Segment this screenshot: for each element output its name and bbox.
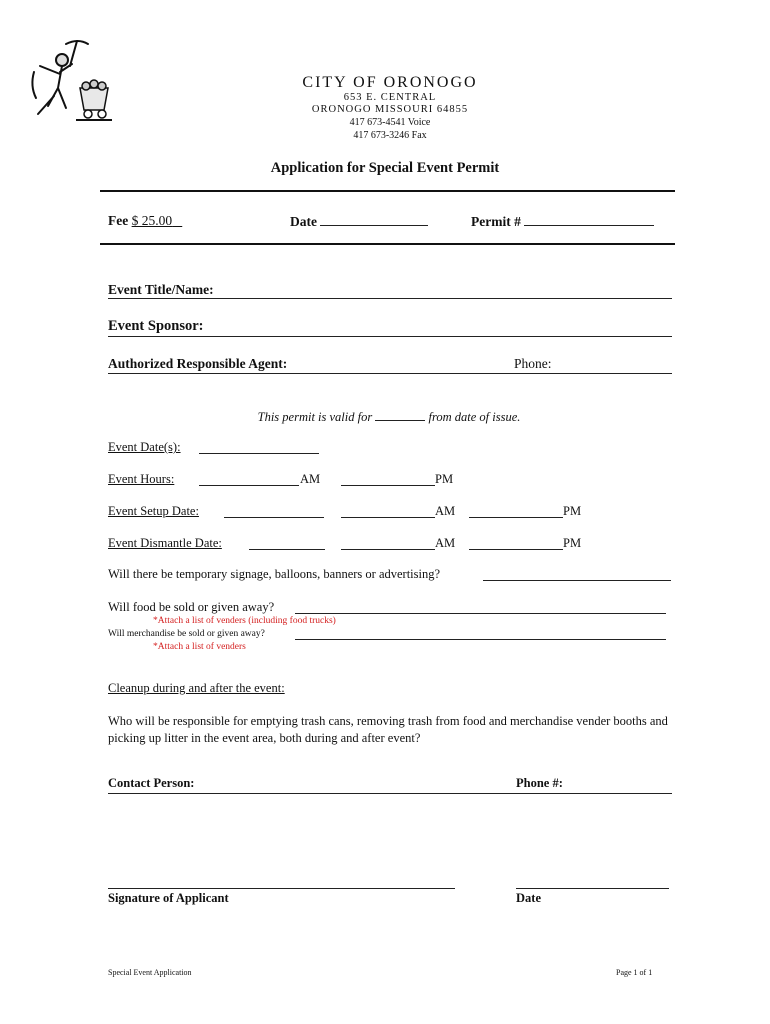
setup-am: AM: [435, 504, 456, 518]
setup-pm-input[interactable]: [469, 517, 563, 518]
signature-date-input[interactable]: [516, 888, 669, 889]
setup-pm: PM: [563, 504, 582, 518]
food-note: *Attach a list of venders (including food trucks): [153, 616, 336, 626]
fee-value[interactable]: $ 25.00: [131, 213, 173, 228]
address-line: 653 E. CENTRAL: [343, 92, 437, 103]
dismantle-am-input[interactable]: [341, 549, 435, 550]
validity-days-input[interactable]: [375, 408, 425, 421]
event-hours-am-input[interactable]: [199, 485, 299, 486]
city-state-line: ORONOGO MISSOURI 64855: [311, 104, 469, 115]
event-hours-am: AM: [300, 472, 321, 486]
form-title: Application for Special Event Permit: [270, 160, 500, 176]
footer-left: Special Event Application: [108, 968, 192, 977]
event-hours-label: Event Hours:: [108, 472, 175, 486]
city-name: CITY OF ORONOGO: [302, 74, 478, 91]
merch-question: Will merchandise be sold or given away?: [108, 629, 265, 639]
fee-field: [108, 213, 182, 229]
merch-input[interactable]: [295, 639, 666, 640]
merch-note: *Attach a list of venders: [153, 642, 246, 652]
setup-date-input[interactable]: [224, 517, 324, 518]
permit-label: Permit #: [471, 214, 521, 229]
agent-label: Authorized Responsible Agent:: [108, 356, 288, 371]
dismantle-date-input[interactable]: [249, 549, 325, 550]
voice-phone: 417 673-4541 Voice: [349, 117, 431, 128]
top-divider: [100, 190, 675, 192]
dismantle-am: AM: [435, 536, 456, 550]
dismantle-pm: PM: [563, 536, 582, 550]
contact-input[interactable]: [108, 793, 672, 794]
fee-label: Fee: [108, 213, 129, 228]
validity-prefix: This permit is valid for: [257, 410, 373, 424]
contact-phone-label: Phone #:: [516, 776, 563, 790]
signature-date-label: Date: [516, 891, 541, 905]
event-title-input[interactable]: [108, 298, 672, 299]
agent-phone-label: Phone:: [514, 356, 552, 371]
date-field: [290, 213, 428, 230]
event-hours-pm: PM: [435, 472, 454, 486]
signage-question: Will there be temporary signage, balloons, banners or advertising?: [108, 567, 441, 581]
permit-field: [471, 213, 654, 230]
event-dates-label: Event Date(s):: [108, 440, 181, 454]
signature-input[interactable]: [108, 888, 455, 889]
footer-page: Page 1 of 1: [616, 968, 653, 977]
cleanup-question: Who will be responsible for emptying trash cans, removing trash from food and merchandise vender booths and picking up litter in the event area, both during and after event?: [108, 714, 668, 745]
event-hours-pm-input[interactable]: [341, 485, 435, 486]
dismantle-date-label: Event Dismantle Date:: [108, 536, 222, 550]
validity-suffix: from date of issue.: [428, 410, 521, 424]
date-input[interactable]: [320, 213, 428, 226]
setup-date-label: Event Setup Date:: [108, 504, 199, 518]
date-label: Date: [290, 214, 317, 229]
agent-input[interactable]: [108, 373, 672, 374]
event-sponsor-input[interactable]: [108, 336, 672, 337]
food-question: Will food be sold or given away?: [108, 600, 275, 614]
permit-input[interactable]: [524, 213, 654, 226]
setup-am-input[interactable]: [341, 517, 435, 518]
event-title-label: Event Title/Name:: [108, 282, 214, 297]
event-dates-input[interactable]: [199, 453, 319, 454]
food-input[interactable]: [295, 613, 666, 614]
city-logo-miner-icon: [26, 36, 114, 128]
signature-label: Signature of Applicant: [108, 891, 229, 905]
event-sponsor-label: Event Sponsor:: [108, 318, 204, 334]
dismantle-pm-input[interactable]: [469, 549, 563, 550]
contact-person-label: Contact Person:: [108, 776, 195, 790]
validity-text: [0, 408, 770, 425]
second-divider: [100, 243, 675, 245]
signage-input[interactable]: [483, 580, 671, 581]
cleanup-heading: Cleanup during and after the event:: [108, 681, 285, 695]
fax-number: 417 673-3246 Fax: [353, 130, 427, 141]
